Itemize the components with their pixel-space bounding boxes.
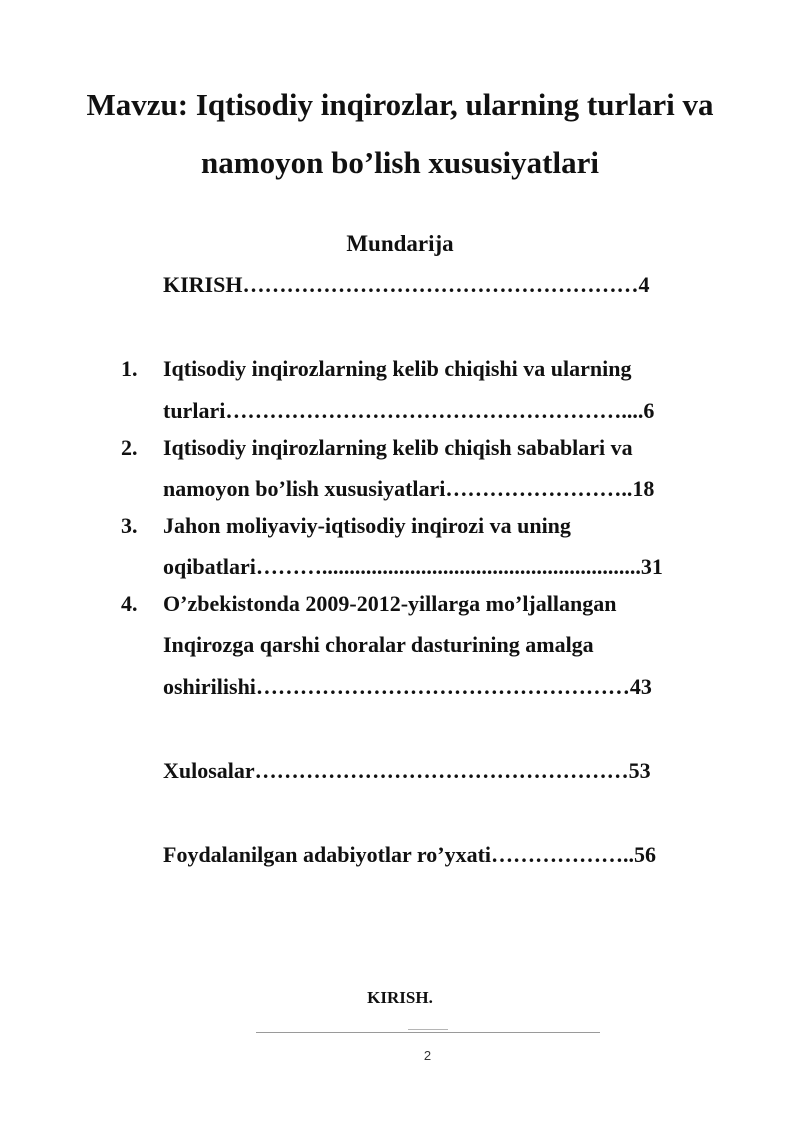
divider-short [408, 1029, 448, 1030]
toc-item-number: 1. [121, 356, 138, 381]
toc-entry-intro: KIRISH………………………………………………4 [163, 272, 650, 297]
page-number: 2 [423, 1048, 432, 1063]
toc-item-line: Iqtisodiy inqirozlarning kelib chiqish sabablari va [163, 435, 633, 460]
title-line-2: namoyon bo’lish xususiyatlari [201, 145, 599, 180]
toc-item-line: Iqtisodiy inqirozlarning kelib chiqishi va ularning [163, 356, 632, 381]
toc-item-number: 4. [121, 591, 138, 616]
section-heading-intro: KIRISH. [367, 988, 433, 1007]
title-line-1: Mavzu: Iqtisodiy inqirozlar, ularning turlari va [86, 87, 714, 122]
toc-item-number: 3. [121, 513, 138, 538]
toc-entry-conclusions: Xulosalar……………………………………………53 [163, 758, 651, 783]
footer-divider [256, 1032, 600, 1033]
document-title [40, 76, 760, 192]
toc-item-line: Inqirozga qarshi choralar dasturining amalga [163, 632, 594, 657]
toc-entry-references: Foydalanilgan adabiyotlar ro’yxati………………..56 [163, 842, 657, 867]
toc-item-line: turlari………………………………………………....6 [163, 398, 655, 423]
toc-item-line: Jahon moliyaviy-iqtisodiy inqirozi va uning [163, 513, 571, 538]
toc-item-line: namoyon bo’lish xususiyatlari……………………..18 [163, 476, 655, 501]
toc-item-line: O’zbekistonda 2009-2012-yillarga mo’ljallangan [163, 591, 617, 616]
toc-item-number: 2. [121, 435, 138, 460]
toc-heading: Mundarija [346, 231, 454, 256]
toc-item-line: oshirilishi……………………………………………43 [163, 674, 652, 699]
toc-item-line: oqibatlari………..........................................................31 [163, 554, 663, 579]
